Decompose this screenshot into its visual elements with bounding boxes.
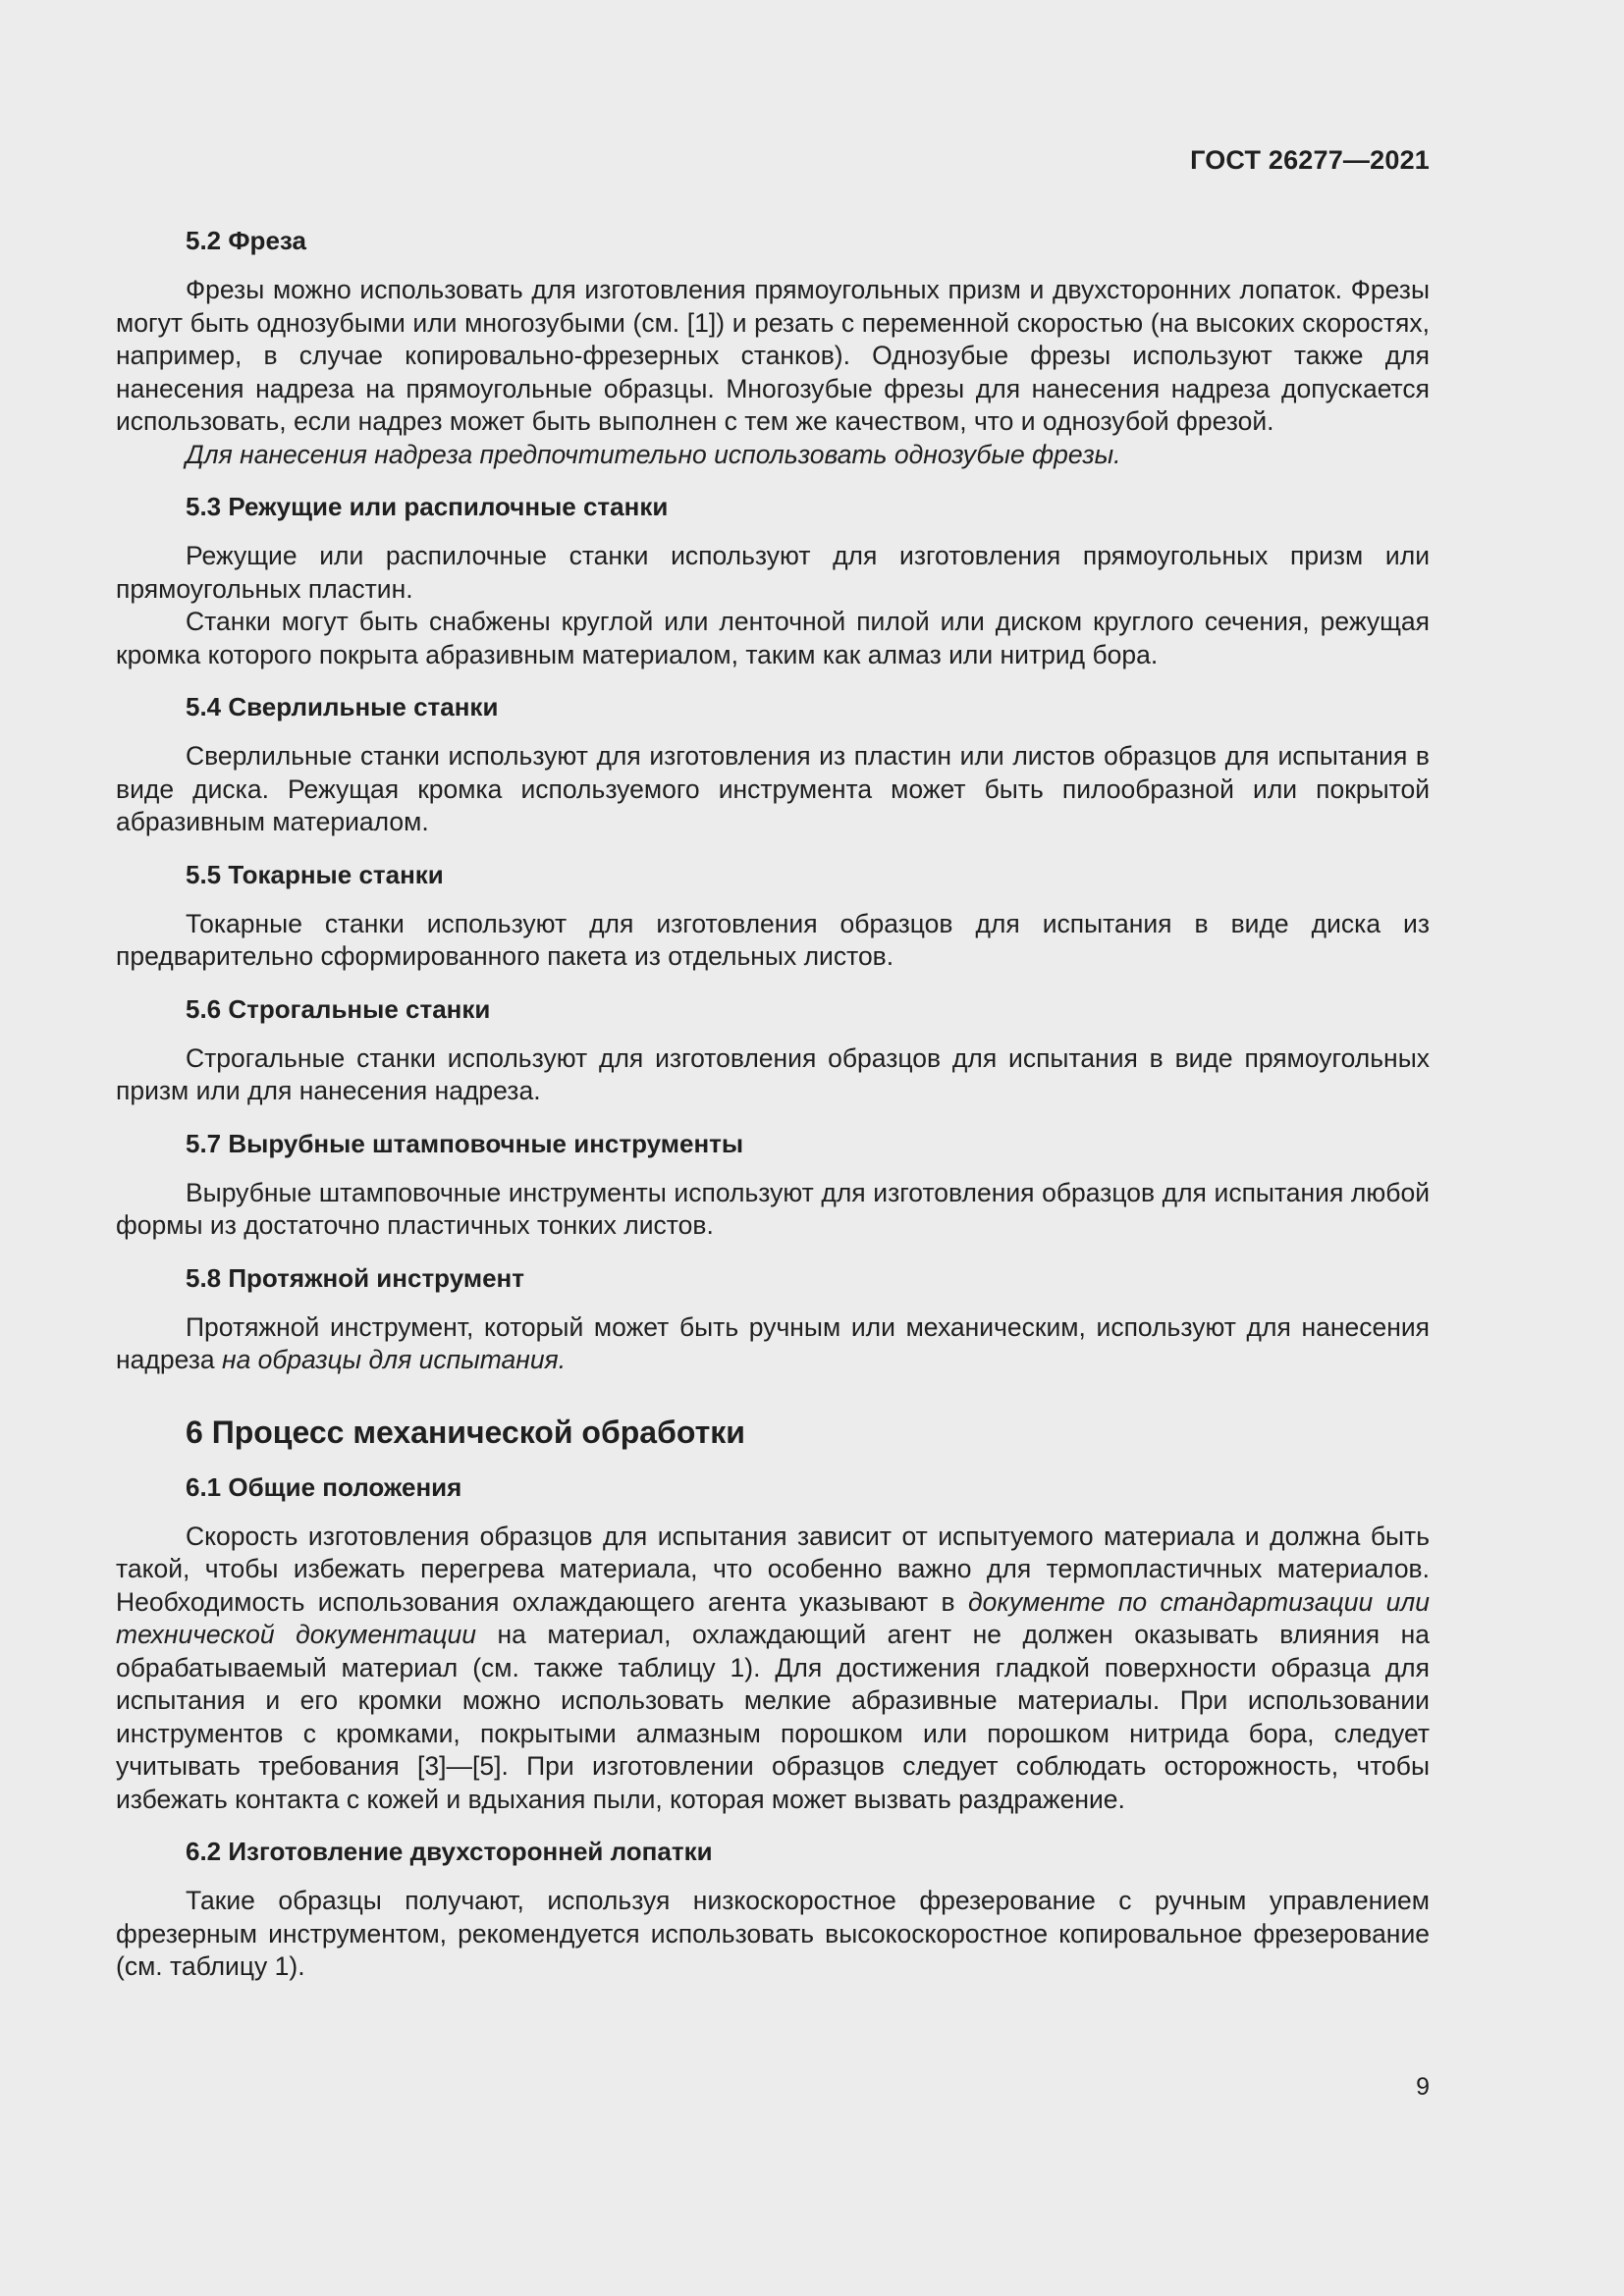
section-title: 5.6 Строгальные станки xyxy=(186,993,491,1024)
section-title: 5.4 Сверлильные станки xyxy=(186,692,499,721)
section-5-2 xyxy=(116,222,1430,471)
section-5-4 xyxy=(116,688,1430,839)
section-5-3 xyxy=(116,488,1430,671)
paragraph: Сверлильные станки используют для изготовления из пластин или листов образцов для испытания в виде диска. Режущая кромка используемого инструмента может быть пилообразной или покрытой абразивным материалом. xyxy=(116,741,1430,836)
paragraph: Фрезы можно использовать для изготовления прямоугольных призм и двухсторонних лопаток. Фрезы могут быть однозубыми или многозубыми (см. [1]) и резать с переменной скоростью (на высоких скоростях, например, в случае копировально-фрезерных станков). Однозубые фрезы используют также для нанесения надреза на прямоугольные образцы. Многозубые фрезы для нанесения надреза допускается использовать, если надрез может быть выполнен с тем же качеством, что и однозубой фрезой. xyxy=(116,275,1430,436)
paragraph xyxy=(116,1521,1430,1817)
section-title: 5.5 Токарные станки xyxy=(186,859,444,889)
section-title: 5.3 Режущие или распилочные станки xyxy=(186,492,669,521)
paragraph: Станки могут быть снабжены круглой или ленточной пилой или диском круглого сечения, режущая кромка которого покрыта абразивным материалом, таким как алмаз или нитрид бора. xyxy=(116,607,1430,669)
text-run: Протяжной инструмент, который может быть ручным или механическим, используют для нанесения надреза xyxy=(116,1311,1430,1374)
section-title: 5.8 Протяжной инструмент xyxy=(186,1262,524,1293)
document-body xyxy=(116,222,1430,2001)
paragraph xyxy=(116,1311,1430,1377)
paragraph: Вырубные штамповочные инструменты используют для изготовления образцов для испытания любой формы из достаточно пластичных тонких листов. xyxy=(116,1177,1430,1240)
text-run: на материал, охлаждающий агент не должен оказывать влияния на обрабатываемый материал (см. также таблицу 1). Для достижения гладкой поверхности образца для испытания и его кромки можно использовать мелкие абразивные материалы. При использовании инструментов с кромками, покрытыми алмазным порошком или порошком нитрида бора, следует учитывать требования [3]—[5]. При изготовлении образцов следует соблюдать осторожность, чтобы избежать контакта с кожей и вдыхания пыли, которая может вызвать раздражение. xyxy=(116,1620,1430,1814)
section-title: 5.2 Фреза xyxy=(186,226,306,255)
section-6-2 xyxy=(116,1833,1430,1984)
paragraph-italic: Для нанесения надреза предпочтительно использовать однозубые фрезы. xyxy=(186,439,1121,469)
section-6-1 xyxy=(116,1468,1430,1817)
section-5-8 xyxy=(116,1259,1430,1377)
document-code-header: ГОСТ 26277—2021 xyxy=(1190,145,1430,175)
text-run-italic: документе по стандартизации или технической документации xyxy=(116,1586,1430,1649)
section-title: 6.2 Изготовление двухсторонней лопатки xyxy=(186,1837,713,1866)
section-title: 5.7 Вырубные штамповочные инструменты xyxy=(186,1128,744,1158)
section-5-6 xyxy=(116,990,1430,1108)
section-5-7 xyxy=(116,1125,1430,1243)
paragraph: Строгальные станки используют для изготовления образцов для испытания в виде прямоугольных призм или для нанесения надреза. xyxy=(116,1042,1430,1105)
page-number: 9 xyxy=(1416,2073,1430,2101)
paragraph: Такие образцы получают, используя низкоскоростное фрезерование с ручным управлением фрезерным инструментом, рекомендуется использовать высокоскоростное копировальное фрезерование (см. таблицу 1). xyxy=(116,1886,1430,1981)
text-run: Скорость изготовления образцов для испытания зависит от испытуемого материала и должна быть такой, чтобы избежать перегрева материала, что особенно важно для термопластичных материалов. Необходимость использования охлаждающего агента указывают в xyxy=(116,1521,1430,1617)
section-title: 6.1 Общие положения xyxy=(186,1471,462,1502)
section-5-5 xyxy=(116,856,1430,974)
paragraph: Токарные станки используют для изготовления образцов для испытания в виде диска из предварительно сформированного пакета из отдельных листов. xyxy=(116,908,1430,971)
text-run-italic: на образцы для испытания. xyxy=(221,1345,567,1374)
chapter-title: 6 Процесс механической обработки xyxy=(186,1414,745,1450)
paragraph: Режущие или распилочные станки используют для изготовления прямоугольных призм или прямоугольных пластин. xyxy=(116,541,1430,604)
